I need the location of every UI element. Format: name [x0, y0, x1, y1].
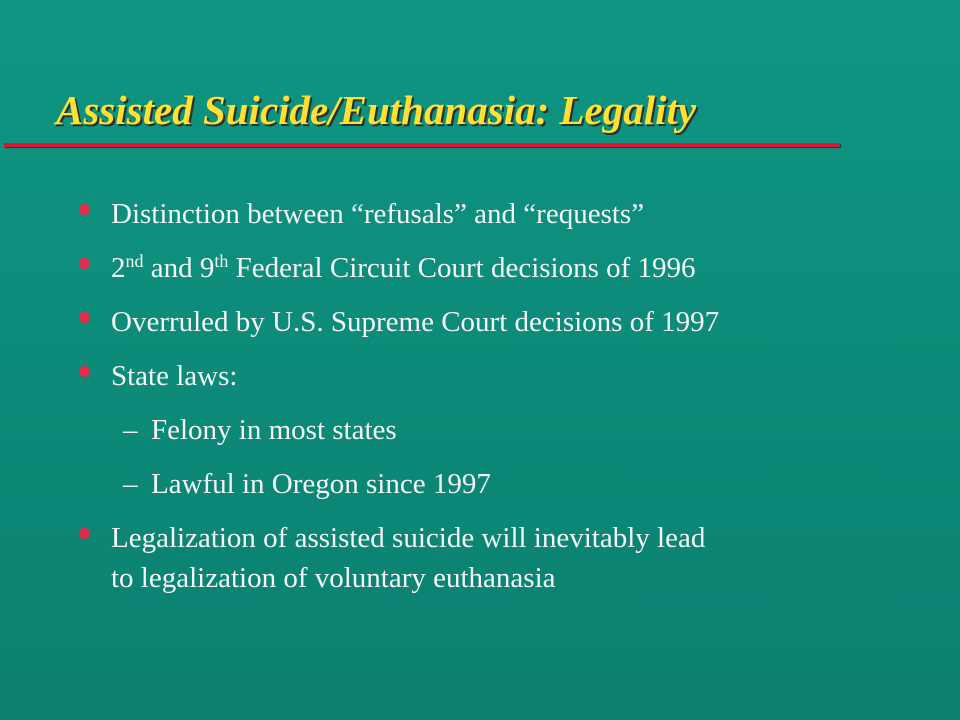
bullet-dot	[79, 528, 90, 539]
bullet-item	[111, 251, 696, 285]
bullet-text-part: Federal Circuit Court decisions of 1996	[228, 252, 696, 284]
bullet-item: Legalization of assisted suicide will inevitably lead	[111, 522, 706, 554]
bullet-dot	[79, 366, 90, 377]
sub-bullet-item: Lawful in Oregon since 1997	[151, 468, 491, 500]
sub-bullet-dash: –	[123, 414, 138, 446]
bullet-item-continuation: to legalization of voluntary euthanasia	[111, 562, 556, 594]
bullet-item: Distinction between “refusals” and “requests”	[111, 198, 645, 230]
slide-title: Assisted Suicide/Euthanasia: Legality	[56, 87, 697, 133]
sub-bullet-dash: –	[123, 468, 138, 500]
bullet-dot	[79, 258, 90, 269]
bullet-item: State laws:	[111, 360, 238, 392]
bullet-dot	[79, 204, 90, 215]
sub-bullet-item: Felony in most states	[151, 414, 397, 446]
bullet-dot	[79, 312, 90, 323]
superscript: th	[214, 251, 229, 271]
bullet-item: Overruled by U.S. Supreme Court decisions of 1997	[111, 306, 720, 338]
superscript: nd	[125, 251, 144, 271]
bullet-text-part: and 9	[143, 252, 215, 284]
bullet-text-part: 2	[111, 252, 126, 284]
